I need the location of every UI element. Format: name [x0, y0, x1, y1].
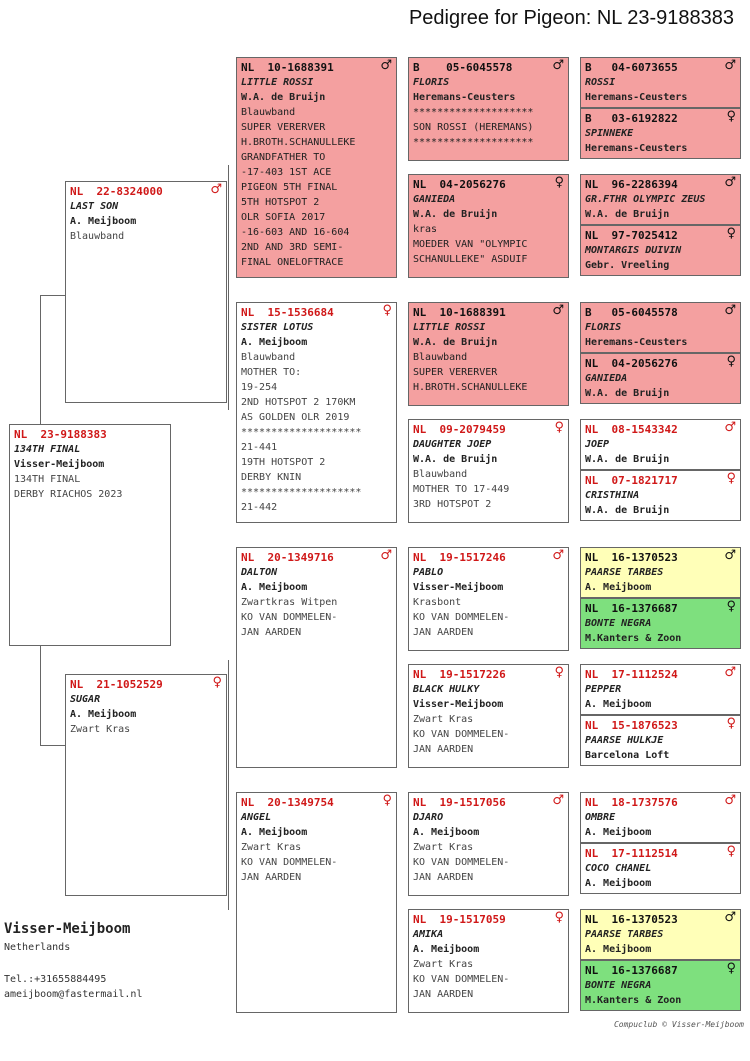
pigeon-name: PAARSE HULKJE: [585, 735, 664, 746]
info-line: FINAL ONELOFTRACE: [241, 257, 344, 268]
pigeon-name: SPINNEKE: [585, 128, 634, 139]
ring-number: NL 10-1688391: [413, 306, 506, 319]
ring-number: NL 21-1052529: [70, 678, 163, 691]
info-line: 2ND AND 3RD SEMI-: [241, 242, 344, 253]
pigeon-name: ROSSI: [585, 77, 616, 88]
info-line: 19-254: [241, 382, 278, 393]
male-icon: ♂: [552, 793, 564, 808]
info-line: ********************: [413, 137, 534, 148]
ring-number: NL 19-1517056: [413, 796, 506, 809]
owner-name: Heremans-Ceusters: [585, 337, 688, 348]
owner-name: W.A. de Bruijn: [585, 505, 670, 516]
pedigree-card-ssd: [408, 174, 569, 278]
male-icon: ♂: [724, 793, 736, 808]
female-icon: ♀: [554, 420, 564, 435]
owner-name: A. Meijboom: [70, 709, 137, 720]
info-line: 3RD HOTSPOT 2: [413, 499, 492, 510]
owner-name: A. Meijboom: [413, 944, 480, 955]
owner-name: A. Meijboom: [70, 216, 137, 227]
info-line: SUPER VERERVER: [413, 367, 498, 378]
ring-number: NL 16-1376687: [585, 964, 678, 977]
page-title: Pedigree for Pigeon: NL 23-9188383: [408, 7, 734, 29]
ring-number: B 04-6073655: [585, 61, 678, 74]
female-icon: ♀: [726, 109, 736, 124]
ring-number: B 05-6045578: [413, 61, 513, 74]
male-icon: ♂: [380, 548, 392, 563]
owner-name: A. Meijboom: [241, 337, 308, 348]
info-line: Zwart Kras: [413, 842, 474, 853]
male-icon: ♂: [724, 548, 736, 563]
info-line: JAN AARDEN: [413, 744, 474, 755]
ring-number: B 05-6045578: [585, 306, 678, 319]
owner-name: Heremans-Ceusters: [413, 92, 516, 103]
pigeon-name: COCO CHANEL: [585, 863, 652, 874]
male-icon: ♂: [552, 58, 564, 73]
female-icon: ♀: [726, 354, 736, 369]
info-line: KO VAN DOMMELEN-: [413, 729, 510, 740]
breeder-country: Netherlands: [4, 942, 71, 953]
pedigree-card-ss: [236, 57, 397, 278]
info-line: Blauwband: [241, 352, 296, 363]
pigeon-name: BONTE NEGRA: [585, 980, 652, 991]
info-line: 21-441: [241, 442, 278, 453]
info-line: SCHANULLEKE" ASDUIF: [413, 254, 528, 265]
owner-name: A. Meijboom: [585, 878, 652, 889]
female-icon: ♀: [726, 226, 736, 241]
info-line: ********************: [241, 487, 362, 498]
info-line: OLR SOFIA 2017: [241, 212, 326, 223]
info-line: SON ROSSI (HEREMANS): [413, 122, 534, 133]
pigeon-name: MONTARGIS DUIVIN: [585, 245, 682, 256]
pedigree-card-g7: [580, 419, 741, 470]
info-line: JAN AARDEN: [413, 627, 474, 638]
pigeon-name: PAARSE TARBES: [585, 567, 664, 578]
male-icon: ♂: [724, 665, 736, 680]
breeder-email: ameijboom@fastermail.nl: [4, 989, 143, 1000]
owner-name: A. Meijboom: [585, 944, 652, 955]
male-icon: ♂: [724, 303, 736, 318]
pigeon-name: PAARSE TARBES: [585, 929, 664, 940]
pedigree-card-dss: [408, 547, 569, 651]
info-line: 5TH HOTSPOT 2: [241, 197, 320, 208]
pigeon-name: PEPPER: [585, 684, 622, 695]
footer-credit: Compuclub © Visser-Meijboom: [613, 1020, 744, 1029]
ring-number: NL 16-1376687: [585, 602, 678, 615]
info-line: KO VAN DOMMELEN-: [413, 974, 510, 985]
pigeon-name: OMBRE: [585, 812, 616, 823]
ring-number: NL 16-1370523: [585, 551, 678, 564]
info-line: Zwartkras Witpen: [241, 597, 338, 608]
info-line: MOTHER TO 17-449: [413, 484, 510, 495]
pedigree-card-g3: [580, 174, 741, 225]
info-line: Zwart Kras: [413, 714, 474, 725]
info-line: MOTHER TO:: [241, 367, 302, 378]
ring-number: NL 96-2286394: [585, 178, 678, 191]
pigeon-name: DJARO: [413, 812, 444, 823]
pigeon-name: SUGAR: [70, 694, 101, 705]
ring-number: NL 17-1112514: [585, 847, 678, 860]
ring-number: NL 16-1370523: [585, 913, 678, 926]
info-line: JAN AARDEN: [413, 989, 474, 1000]
pedigree-card-sire: [65, 181, 227, 403]
owner-name: A. Meijboom: [585, 582, 652, 593]
pedigree-card-g15: [580, 909, 741, 960]
pigeon-name: GANIEDA: [413, 194, 456, 205]
connector-line: [228, 660, 236, 910]
owner-name: W.A. de Bruijn: [585, 388, 670, 399]
pigeon-name: LITTLE ROSSI: [413, 322, 486, 333]
owner-name: Heremans-Ceusters: [585, 143, 688, 154]
pedigree-card-g1: [580, 57, 741, 108]
pedigree-card-sd: [236, 302, 397, 523]
info-line: DERBY KNIN: [241, 472, 302, 483]
pedigree-card-ddd: [408, 909, 569, 1013]
info-line: ********************: [241, 427, 362, 438]
ring-number: NL 04-2056276: [413, 178, 506, 191]
male-icon: ♂: [380, 58, 392, 73]
female-icon: ♀: [726, 599, 736, 614]
info-line: PIGEON 5TH FINAL: [241, 182, 338, 193]
info-line: JAN AARDEN: [241, 872, 302, 883]
pigeon-name: LITTLE ROSSI: [241, 77, 314, 88]
pedigree-card-dam: [65, 674, 227, 896]
connector-line: [40, 295, 41, 425]
info-line: 19TH HOTSPOT 2: [241, 457, 326, 468]
breeder-phone: Tel.:+31655884495: [4, 974, 107, 985]
info-line: Blauwband: [70, 231, 125, 242]
pigeon-name: GANIEDA: [585, 373, 628, 384]
male-icon: ♂: [552, 303, 564, 318]
info-line: Blauwband: [413, 352, 468, 363]
female-icon: ♀: [554, 665, 564, 680]
breeder-contact: [4, 972, 142, 1002]
pigeon-name: BONTE NEGRA: [585, 618, 652, 629]
ring-number: NL 15-1876523: [585, 719, 678, 732]
female-icon: ♀: [726, 471, 736, 486]
owner-name: W.A. de Bruijn: [585, 209, 670, 220]
info-line: Zwart Kras: [413, 959, 474, 970]
ring-number: NL 08-1543342: [585, 423, 678, 436]
pedigree-card-g13: [580, 792, 741, 843]
connector-line: [40, 745, 65, 746]
pedigree-card-g11: [580, 664, 741, 715]
pigeon-name: FLORIS: [413, 77, 450, 88]
owner-name: W.A. de Bruijn: [413, 454, 498, 465]
info-line: Blauwband: [413, 469, 468, 480]
owner-name: Gebr. Vreeling: [585, 260, 670, 271]
owner-name: A. Meijboom: [585, 827, 652, 838]
male-icon: ♂: [724, 910, 736, 925]
info-line: 134TH FINAL: [14, 474, 81, 485]
breeder-name: Visser-Meijboom: [4, 921, 131, 937]
info-line: JAN AARDEN: [241, 627, 302, 638]
owner-name: A. Meijboom: [241, 582, 308, 593]
female-icon: ♀: [382, 793, 392, 808]
info-line: H.BROTH.SCHANULLEKE: [241, 137, 356, 148]
owner-name: M.Kanters & Zoon: [585, 995, 682, 1006]
pedigree-card-g9: [580, 547, 741, 598]
info-line: kras: [413, 224, 438, 235]
pedigree-card-sdd: [408, 419, 569, 523]
info-line: KO VAN DOMMELEN-: [413, 612, 510, 623]
owner-name: W.A. de Bruijn: [585, 454, 670, 465]
ring-number: NL 04-2056276: [585, 357, 678, 370]
owner-name: Visser-Meijboom: [413, 582, 504, 593]
info-line: 21-442: [241, 502, 278, 513]
pigeon-name: AMIKA: [413, 929, 444, 940]
owner-name: A. Meijboom: [413, 827, 480, 838]
info-line: MOEDER VAN "OLYMPIC: [413, 239, 528, 250]
ring-number: NL 17-1112524: [585, 668, 678, 681]
ring-number: NL 19-1517246: [413, 551, 506, 564]
owner-name: W.A. de Bruijn: [413, 337, 498, 348]
pedigree-card-g14: [580, 843, 741, 894]
male-icon: ♂: [210, 182, 222, 197]
pigeon-name: PABLO: [413, 567, 444, 578]
female-icon: ♀: [554, 175, 564, 190]
info-line: KO VAN DOMMELEN-: [413, 857, 510, 868]
female-icon: ♀: [382, 303, 392, 318]
ring-number: NL 23-9188383: [14, 428, 107, 441]
ring-number: NL 10-1688391: [241, 61, 334, 74]
owner-name: A. Meijboom: [585, 699, 652, 710]
pedigree-card-dd: [236, 792, 397, 1013]
pigeon-name: CRISTHINA: [585, 490, 640, 501]
info-line: ********************: [413, 107, 534, 118]
pedigree-card-sss: [408, 57, 569, 161]
pigeon-name: JOEP: [585, 439, 610, 450]
info-line: SUPER VERERVER: [241, 122, 326, 133]
male-icon: ♂: [724, 58, 736, 73]
ring-number: NL 19-1517059: [413, 913, 506, 926]
pedigree-card-g5: [580, 302, 741, 353]
info-line: AS GOLDEN OLR 2019: [241, 412, 350, 423]
pedigree-card-subject: [9, 424, 171, 646]
female-icon: ♀: [554, 910, 564, 925]
owner-name: Heremans-Ceusters: [585, 92, 688, 103]
ring-number: NL 20-1349754: [241, 796, 334, 809]
info-line: JAN AARDEN: [413, 872, 474, 883]
pigeon-name: 134TH FINAL: [14, 444, 81, 455]
owner-name: M.Kanters & Zoon: [585, 633, 682, 644]
connector-line: [40, 295, 65, 296]
pigeon-name: SISTER LOTUS: [241, 322, 314, 333]
male-icon: ♂: [724, 175, 736, 190]
ring-number: NL 22-8324000: [70, 185, 163, 198]
pedigree-card-g16: [580, 960, 741, 1011]
info-line: Zwart Kras: [70, 724, 131, 735]
info-line: DERBY RIACHOS 2023: [14, 489, 123, 500]
connector-line: [40, 645, 41, 745]
pedigree-card-g10: [580, 598, 741, 649]
pedigree-card-dsd: [408, 664, 569, 768]
owner-name: Barcelona Loft: [585, 750, 670, 761]
pigeon-name: GR.FTHR OLYMPIC ZEUS: [585, 194, 706, 205]
owner-name: Visser-Meijboom: [14, 459, 105, 470]
female-icon: ♀: [212, 675, 222, 690]
ring-number: B 03-6192822: [585, 112, 678, 125]
pedigree-card-dds: [408, 792, 569, 896]
pigeon-name: DAUGHTER JOEP: [413, 439, 492, 450]
info-line: 2ND HOTSPOT 2 170KM: [241, 397, 356, 408]
female-icon: ♀: [726, 844, 736, 859]
info-line: -16-603 AND 16-604: [241, 227, 350, 238]
owner-name: W.A. de Bruijn: [413, 209, 498, 220]
info-line: Blauwband: [241, 107, 296, 118]
owner-name: Visser-Meijboom: [413, 699, 504, 710]
male-icon: ♂: [552, 548, 564, 563]
pedigree-card-g8: [580, 470, 741, 521]
owner-name: W.A. de Bruijn: [241, 92, 326, 103]
info-line: KO VAN DOMMELEN-: [241, 612, 338, 623]
pedigree-card-g4: [580, 225, 741, 276]
pedigree-card-ds: [236, 547, 397, 768]
pedigree-card-sds: [408, 302, 569, 406]
pigeon-name: FLORIS: [585, 322, 622, 333]
female-icon: ♀: [726, 961, 736, 976]
info-line: Krasbont: [413, 597, 462, 608]
info-line: H.BROTH.SCHANULLEKE: [413, 382, 528, 393]
ring-number: NL 15-1536684: [241, 306, 334, 319]
pedigree-card-g2: [580, 108, 741, 159]
male-icon: ♂: [724, 420, 736, 435]
pigeon-name: BLACK HULKY: [413, 684, 480, 695]
owner-name: A. Meijboom: [241, 827, 308, 838]
pedigree-card-g12: [580, 715, 741, 766]
info-line: KO VAN DOMMELEN-: [241, 857, 338, 868]
ring-number: NL 09-2079459: [413, 423, 506, 436]
female-icon: ♀: [726, 716, 736, 731]
info-line: Zwart Kras: [241, 842, 302, 853]
pigeon-name: DALTON: [241, 567, 278, 578]
ring-number: NL 07-1821717: [585, 474, 678, 487]
pigeon-name: LAST SON: [70, 201, 119, 212]
pedigree-card-g6: [580, 353, 741, 404]
ring-number: NL 19-1517226: [413, 668, 506, 681]
info-line: -17-403 1ST ACE: [241, 167, 332, 178]
ring-number: NL 18-1737576: [585, 796, 678, 809]
ring-number: NL 97-7025412: [585, 229, 678, 242]
ring-number: NL 20-1349716: [241, 551, 334, 564]
info-line: GRANDFATHER TO: [241, 152, 326, 163]
pigeon-name: ANGEL: [241, 812, 272, 823]
connector-line: [228, 165, 236, 410]
